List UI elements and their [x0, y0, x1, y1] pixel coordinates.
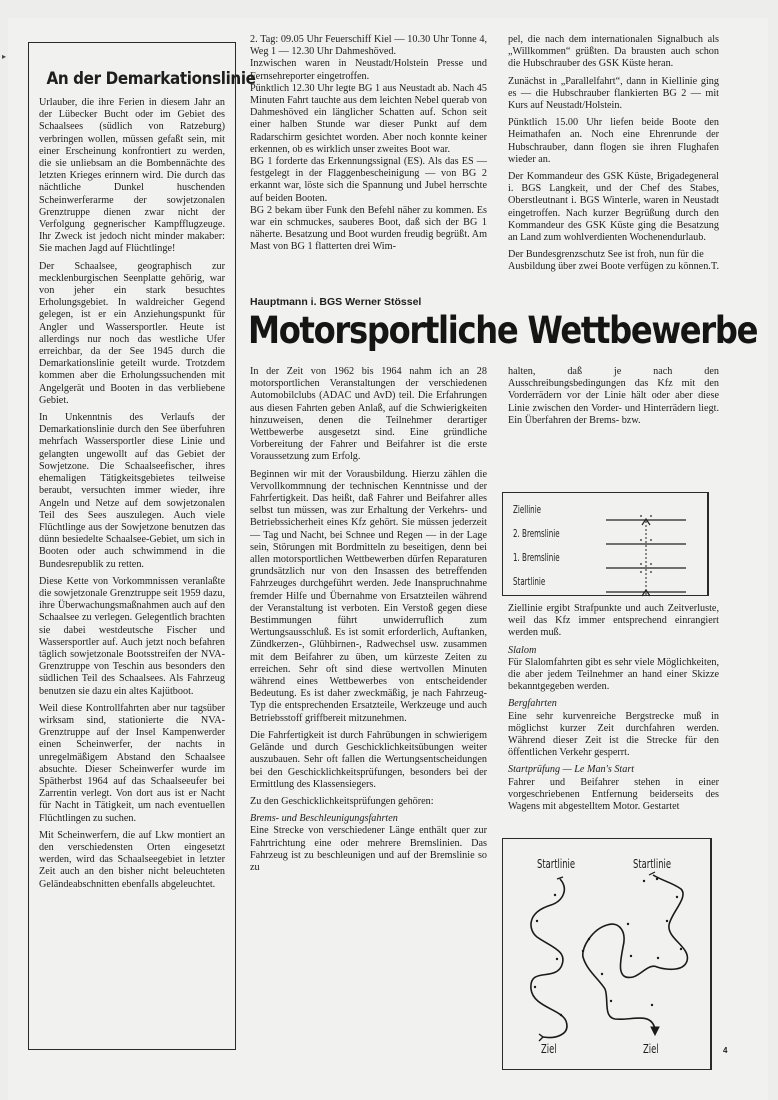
- sidebar-article-body: [39, 97, 225, 891]
- page-number: 4: [723, 1046, 728, 1055]
- sidebar-article-box: [28, 42, 256, 1050]
- paragraph: Diese Kette von Vorkommnissen veranlaßte die sowjetzonale Grenztruppe seit 1959 dazu, ihre Überwachungsmaßnahmen auch auf den Schaalsee zu verlegen. Gelegentlich brachten sie dabei westdeutsche Fischer und Wassersportler auf. Auch jetzt noch befahren täglich sowjetzonale Bootsstreifen der NVA-Grenztruppe von Teschin aus besonders den südlichen Teil des Schaalsees. Als Fahrzeug benutzen sie dazu ein altes Kajütboot.: [39, 575, 225, 697]
- author-signature: T.: [710, 261, 719, 273]
- paragraph: Eine sehr kurvenreiche Bergstrecke muß in möglichst kurzer Zeit durchfahren werden. Während dieser Zeit ist die Strecke für den öffentlichen Verkehr gesperrt.: [508, 710, 719, 759]
- slalom-course-diagram: [503, 839, 713, 1071]
- article-col-1: [250, 366, 487, 879]
- brake-lines-figure: [502, 492, 709, 596]
- paragraph: 2. Tag: 09.05 Uhr Feuerschiff Kiel — 10.30 Uhr Tonne 4, Weg 1 — 12.30 Uhr Dahmeshöved.: [250, 34, 487, 58]
- brake-lines-diagram: [503, 493, 710, 597]
- figure-label-goal-left: Ziel: [541, 1042, 557, 1056]
- paragraph: In Unkenntnis des Verlaufs der Demarkationslinie durch den See überfuhren mehrfach Wassersportler diese Linie und gelangten ungewollt auf das Gebiet der Sowjetzone. Die Schaalseefischer, ihres ehemaligen Tätigkeitsgebietes teilweise beraubt, versuchten immer wieder, ihre Angeln und Netze auf dem sowjetzonalen Teil des Sees auszulegen. Auch viele Flüchtlinge aus der Sowjetzone benutzen das dünn besiedelte Schaalsee-Gebiet, um sich in Booten oder auch schwimmend in die Bundesrepublik zu retten.: [39, 412, 225, 570]
- paragraph-text: Der Bundesgrenzschutz See ist froh, nun für die Ausbildung über zwei Boote verfügen zu können.: [508, 249, 711, 273]
- paragraph: Inzwischen waren in Neustadt/Holstein Presse und Fernsehreporter eingetroffen.: [250, 58, 487, 82]
- paragraph: Der Schaalsee, geographisch zur mecklenburgischen Seenplatte gehörig, war von jeher ein stark besuchtes Erholungsgebiet. In waldreicher Gegend gelegen, ist er ein Anziehungspunkt für Angler und Wassersportler. Heute ist allerdings nur noch das westliche Ufer erreichbar, da der See 1945 durch die Demarkationslinie geteilt wurde. Trotzdem kommen aber die Erholungssuchenden mit Angelgerät und Booten in das verbliebene Gebiet.: [39, 260, 225, 406]
- previous-article-col-2: [508, 34, 719, 279]
- figure-label: Ziellinie: [513, 503, 542, 516]
- subheading-slalom: Slalom: [508, 644, 537, 656]
- paragraph: Weil diese Kontrollfahrten aber nur tagsüber wirksam sind, stationierte die NVA-Grenztruppe auf der Insel Kampenwerder einen Scheinwerfer, der nachts in unregelmäßigem Abstand den Schaalsee absuchte. Dieser Scheinwerfer wurde im Spätherbst 1964 auf das Schaalseeufer bei Zarrentin verlegt. Von dort aus ist er Nacht für Nacht in Tätigkeit, um nach eventuellen Flüchtlingen zu suchen.: [39, 702, 225, 824]
- subheading-startpruefung: Startprüfung — Le Man's Start: [508, 764, 635, 776]
- figure-label: 2. Bremslinie: [513, 527, 560, 540]
- paragraph: BG 1 forderte das Erkennungssignal (ES). Als das ES — festgelegt in der Flaggenbescheinigung — von BG 2 erkannt war, löste sich die Spannung und Jubel herrschte auf beiden Booten.: [250, 156, 487, 204]
- article-col-2-top: [508, 366, 719, 432]
- figure-label-start-left: Startlinie: [537, 857, 576, 871]
- figure-label: Startlinie: [513, 575, 546, 588]
- paragraph: Für Slalomfahrten gibt es sehr viele Möglichkeiten, die aber jedem Teilnehmer an hand einer Skizze bekanntgegeben werden.: [508, 656, 719, 693]
- paragraph: Eine Strecke von verschiedener Länge enthält quer zur Fahrtrichtung eine oder mehrere Bremslinien. Das Fahrzeug ist zu beschleunigen und auf der Bremslinie so zu: [250, 825, 487, 873]
- paragraph: Mit Scheinwerfern, die auf Lkw montiert an den verschiedensten Orten eingesetzt werden, wird das Schaalseegebiet in letzter Zeit auch an den bisher nicht beleuchteten Geländeabschnitten ebenfalls abgeleuchtet.: [39, 829, 225, 890]
- paragraph: Zunächst in „Parallelfahrt“, dann in Kiellinie ging es — die Hubschrauber flankierten BG 2 — mit Kurs auf Neustadt/Holstein.: [508, 75, 719, 112]
- paragraph: Urlauber, die ihre Ferien in diesem Jahr an der Lübecker Bucht oder im Gebiet des Schaalsees (südlich von Ratzeburg) verbringen wollen, müssen gefaßt sein, mit einer Erscheinung konfrontiert zu werden, die sie unliebsam an die Bombennächte des letzten Krieges erinnern wird. Die durch das nächtliche Dunkel huschenden Scheinwerferarme der sowjetzonalen Grenztruppe dienen zwar nicht der Verfolgung gegnerischer Kampfflugzeuge. Ihr Zweck ist jedoch nicht minder makaber: Sie machen Jagd auf Flüchtlinge!: [39, 97, 225, 255]
- paragraph: In der Zeit von 1962 bis 1964 nahm ich an 28 motorsportlichen Veranstaltungen der verschiedenen Automobilclubs (ADAC und AvD) teil. Die Erfahrungen aus diesen Fahrten geben Anlaß, auf die Schwierigkeiten hinzuweisen, denen die Teilnehmer derartiger Wettbewerbe ausgesetzt sind. Eine gründliche Vorbereitung der Fahrer und Beifahrer ist die erste Voraussetzung zum Erfolg.: [250, 366, 487, 463]
- article-headline: Motorsportliche Wettbewerbe: [248, 309, 758, 352]
- paragraph: Fahrer und Beifahrer stehen in einer vorgeschriebenen Entfernung beiderseits des Wagens mit abgestelltem Motor. Gestartet: [508, 776, 719, 813]
- article-col-2-bottom: [508, 603, 719, 818]
- paragraph: Der Kommandeur des GSK Küste, Brigadegeneral i. BGS Langkeit, und der Chef des Stabes, Oberstleutnant i. BGS Winterle, waren in Neustadt eingetroffen. Nach kurzer Begrüßung durch den Kommandeur des GSK Küste ging die Besatzung an Land zum wohlverdienten Wochenendurlaub.: [508, 171, 719, 244]
- paragraph: Zu den Geschicklichkeitsprüfungen gehören:: [250, 795, 434, 807]
- paragraph: Beginnen wir mit der Vorausbildung. Hierzu zählen die Vervollkommnung der technischen Kenntnisse und der Fahrfertigkeit. Das heißt, daß Fahrer und Beifahrer alles selbst tun müssen, was zur Erhaltung der Verkehrs- und Betriebssicherheit eines Kfz gehört. Sie müssen jederzeit — Tag und Nacht, bei Schnee und Regen — in der Lage sein, Störungen mit Bordmitteln zu beseitigen, denn bei allen motorsportlichen Wettbewerben dürfen Reparaturen grundsätzlich nur von den Insassen des betreffenden Fahrzeuges durchgeführt werden. Jede Inanspruchnahme fremder Hilfe und Übernahme von Ersatzteilen während der Veranstaltung ist verboten. Ein Verstoß gegen diese Bestimmungen führt unwiderruflich zum Wertungsausschluß. Es ist somit erforderlich, Auftanken, Zündkerzen-, Glühbirnen-, Radwechsel usw. zusammen mit dem Beifahrer zu üben, um kürzeste Zeiten zu erreichen. Sehr oft sind diese wertvollen Minuten während eines Wettbewerbes von entscheidender Bedeutung. Es ist daher zweckmäßig, je nach Fahrzeug-Typ die entsprechenden Ersatzteile, Werkzeuge und auch Betriebsstoff griffbereit mitzunehmen.: [250, 468, 487, 724]
- figure-label-goal-right: Ziel: [643, 1042, 659, 1056]
- paragraph: Die Fahrfertigkeit ist durch Fahrübungen in schwierigem Gelände und durch Geschicklichkeitsübungen weiter auszubauen. Sehr oft fallen die Wertungsentscheidungen bei den Geschicklichkeitsprüfungen, besonders bei der Ermittlung des Klassensiegers.: [250, 729, 487, 790]
- sidebar-article-title: An der Demarkationslinie: [46, 69, 256, 88]
- subheading-bergfahrten: Bergfahrten: [508, 698, 557, 710]
- paragraph: BG 2 bekam über Funk den Befehl näher zu kommen. Es war ein schmuckes, sauberes Boot, daß sich der BG 1 näherte. Besatzung und Boot wurden freudig begrüßt. Am Mast von BG 1 flatterten drei Wim-: [250, 204, 487, 253]
- figure-label-start-right: Startlinie: [633, 857, 672, 871]
- previous-article-col-1: [250, 34, 487, 254]
- paragraph: halten, daß je nach den Ausschreibungsbedingungen das Kfz mit den Vorderrädern vor der Linie hält oder aber diese Linie zwischen den Vorder- und Hinterrädern liegt. Ein Überfahren der Brems- bzw.: [508, 366, 719, 426]
- margin-mark: ▸: [2, 52, 7, 61]
- paragraph: Ziellinie ergibt Strafpunkte und auch Zeitverluste, weil das Kfz immer entsprechend einrangiert werden muß.: [508, 603, 719, 639]
- article-author: Hauptmann i. BGS Werner Stössel: [250, 296, 422, 308]
- paragraph: [508, 249, 719, 273]
- paragraph: Pünktlich 15.00 Uhr liefen beide Boote den Heimathafen an. Noch eine Ehrenrunde der Hubschrauber, dann flogen sie ihren Flughafen wieder an.: [508, 117, 719, 165]
- paragraph: Pünktlich 12.30 Uhr legte BG 1 aus Neustadt ab. Nach 45 Minuten Fahrt tauchte aus dem leichten Nebel querab von Dahmeshöved ein länglicher Schatten auf. Schon seit einer halben Stunde war dieser Punkt auf dem Radarschirm gesichtet worden. Aber noch konnte keiner erkennen, ob es wirklich unser zweites Boot war.: [250, 82, 487, 155]
- slalom-course-figure: [502, 838, 712, 1070]
- figure-label: 1. Bremslinie: [513, 551, 560, 564]
- paragraph: pel, die nach dem internationalen Signalbuch als „Willkommen“ grüßten. Da brausten auch schon die Hubschrauber des GSK Küste heran.: [508, 34, 719, 70]
- subheading-brems: Brems- und Beschleunigungsfahrten: [250, 813, 398, 825]
